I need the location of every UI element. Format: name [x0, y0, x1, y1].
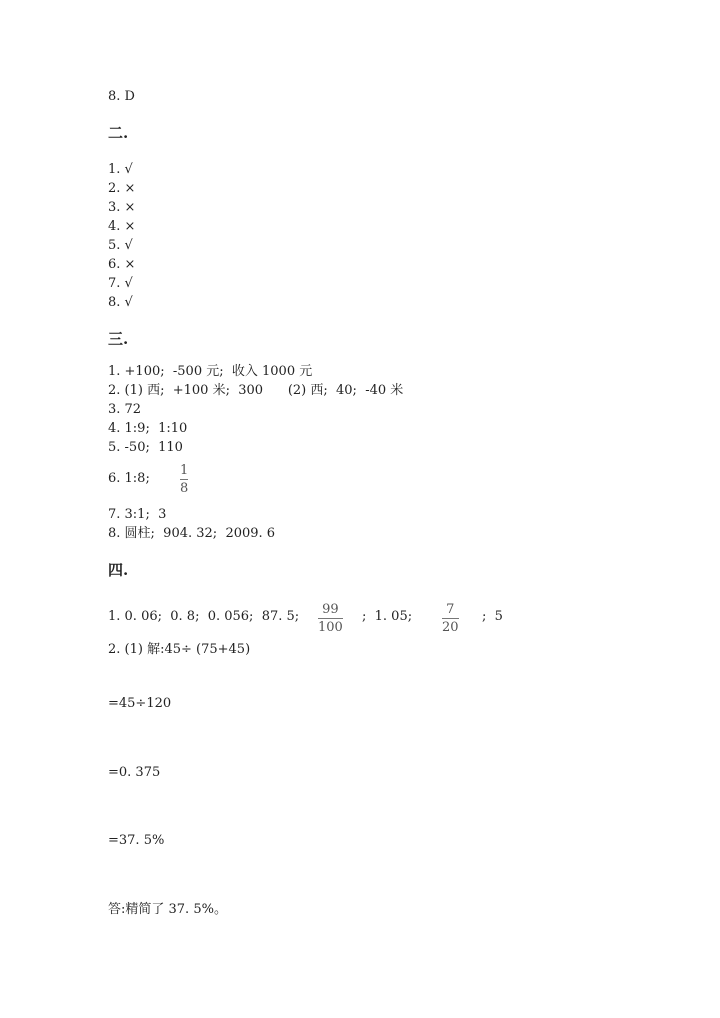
list-item: 5. √ — [108, 238, 133, 253]
list-item: 1. 0. 06; 0. 8; 0. 056; 87. 5; — [108, 609, 300, 624]
section-heading-3: 三. — [108, 330, 129, 348]
list-item: 7. √ — [108, 276, 133, 291]
solution-step: =37. 5% — [108, 833, 165, 848]
list-item: 7. 3:1; 3 — [108, 507, 167, 522]
fraction-denominator: 20 — [442, 620, 459, 635]
list-item: 1. +100; -500 元; 收入 1000 元 — [108, 364, 313, 379]
list-item: 3. 72 — [108, 402, 142, 417]
fraction-bar — [442, 618, 459, 619]
fraction-bar — [180, 479, 188, 480]
list-item: 3. × — [108, 200, 136, 215]
list-item: 2. × — [108, 181, 136, 196]
fraction-numerator: 1 — [180, 463, 189, 478]
inline-text: ; 5 — [482, 609, 503, 624]
answer-text: 答:精简了 37. 5%。 — [108, 902, 227, 917]
fraction — [442, 602, 459, 635]
list-item: 6. 1:8; — [108, 471, 150, 486]
fraction-denominator: 100 — [318, 620, 343, 635]
list-item: 5. -50; 110 — [108, 440, 183, 455]
list-item: 4. × — [108, 219, 136, 234]
fraction — [180, 463, 188, 496]
list-item: 8. 圆柱; 904. 32; 2009. 6 — [108, 526, 276, 541]
list-item: 4. 1:9; 1:10 — [108, 421, 188, 436]
solution-step: =45÷120 — [108, 696, 172, 711]
list-item: 6. × — [108, 257, 136, 272]
answer-8-d: 8. D — [108, 89, 135, 104]
fraction-bar — [318, 618, 343, 619]
solution-step: =0. 375 — [108, 765, 161, 780]
inline-text: ; 1. 05; — [362, 609, 413, 624]
list-item: 8. √ — [108, 295, 133, 310]
section-heading-2: 二. — [108, 124, 129, 142]
list-item: 1. √ — [108, 162, 133, 177]
list-item: 2. (1) 解:45÷ (75+45) — [108, 642, 251, 657]
fraction-numerator: 7 — [446, 602, 455, 617]
fraction-denominator: 8 — [180, 481, 189, 496]
fraction — [318, 602, 343, 635]
fraction-numerator: 99 — [322, 602, 339, 617]
list-item: 2. (1) 西; +100 米; 300 (2) 西; 40; -40 米 — [108, 383, 404, 398]
section-heading-4: 四. — [108, 561, 129, 579]
